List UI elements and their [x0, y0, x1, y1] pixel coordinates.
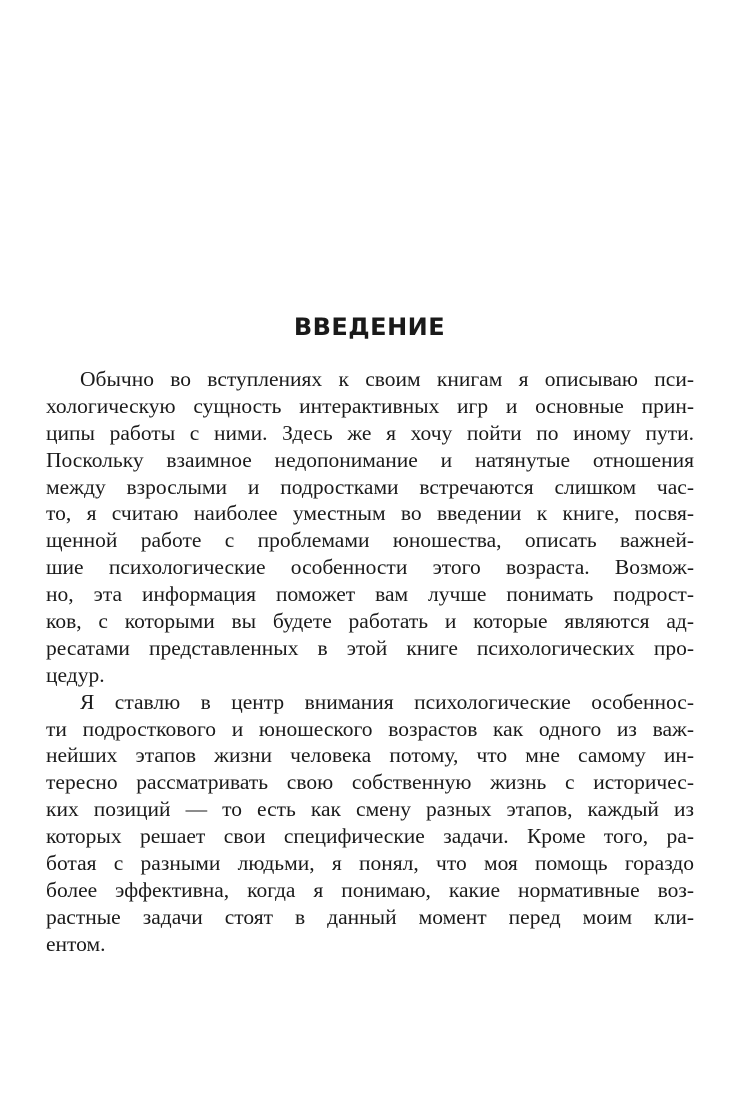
text-line: ботая с разными людьми, я понял, что моя помощь гораздо [46, 851, 694, 876]
text-line: цедур. [46, 662, 105, 687]
text-line: ресатами представленных в этой книге психологических про- [46, 635, 694, 660]
text-line: Поскольку взаимное недопонимание и натянутые отношения [46, 447, 694, 472]
paragraph-1 [46, 366, 694, 689]
text-line: но, эта информация поможет вам лучше понимать подрост- [46, 582, 694, 607]
chapter-title: ВВЕДЕНИЕ [293, 313, 446, 341]
text-line: хологическую сущность интерактивных игр и основные прин- [46, 393, 694, 418]
text-line: щенной работе с проблемами юношества, описать важней- [46, 528, 694, 553]
text-line: ти подросткового и юношеского возрастов как одного из важ- [46, 716, 694, 741]
text-line: Я ставлю в центр внимания психологические особеннос- [80, 689, 694, 714]
text-line: ких позиций — то есть как смену разных этапов, каждый из [46, 797, 694, 822]
text-line: растные задачи стоят в данный момент перед моим кли- [46, 904, 694, 929]
paragraph-2 [46, 689, 694, 958]
text-line: более эффективна, когда я понимаю, какие нормативные воз- [46, 877, 694, 902]
text-line: между взрослыми и подростками встречаются слишком час- [46, 474, 694, 499]
body-text [46, 366, 694, 958]
text-line: Обычно во вступлениях к своим книгам я описываю пси- [80, 367, 694, 391]
text-line: ентом. [46, 931, 106, 956]
text-line: ципы работы с ними. Здесь же я хочу пойти по иному пути. [46, 420, 694, 445]
text-line: то, я считаю наиболее уместным во введении к книге, посвя- [46, 501, 694, 526]
text-line: шие психологические особенности этого возраста. Возмож- [46, 555, 694, 580]
text-line: которых решает свои специфические задачи. Кроме того, ра- [46, 824, 694, 849]
text-line: ков, с которыми вы будете работать и которые являются ад- [46, 609, 694, 634]
text-line: тересно рассматривать свою собственную жизнь с историчес- [46, 770, 694, 795]
text-line: нейших этапов жизни человека потому, что мне самому ин- [46, 743, 694, 768]
